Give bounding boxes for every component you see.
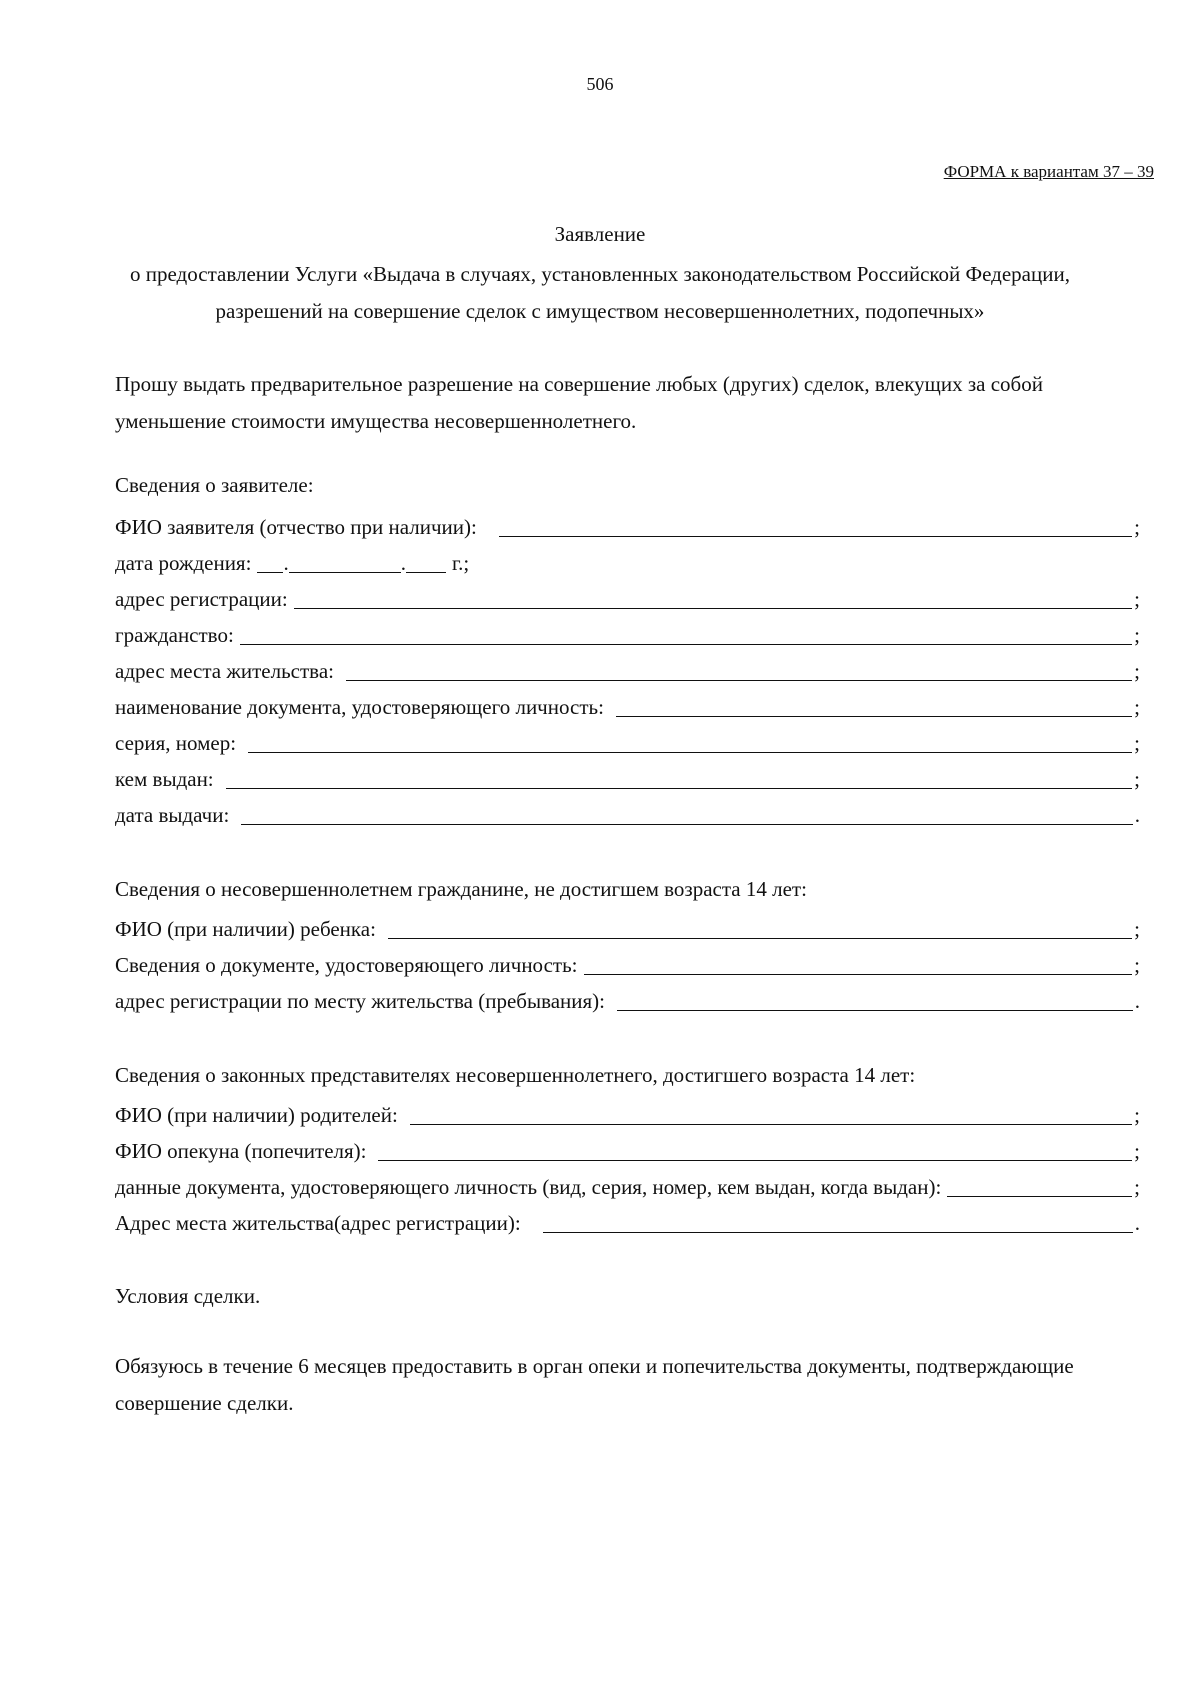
minor-fio-row: ФИО (при наличии) ребенка: ; (115, 917, 1140, 941)
dob-suffix: г.; (451, 551, 470, 575)
document-title: Заявление (554, 222, 646, 246)
dob-month-field[interactable] (289, 550, 401, 573)
minor-doc-row: Сведения о документе, удостоверяющего личность: ; (115, 953, 1140, 977)
minor-address-row: адрес регистрации по месту жительства (пребывания): . (115, 989, 1140, 1013)
applicant-issued-by-label: кем выдан: (115, 767, 214, 791)
representative-doc-label: данные документа, удостоверяющего личность (вид, серия, номер, кем выдан, когда выдан): (115, 1175, 942, 1199)
minor-doc-label: Сведения о документе, удостоверяющего личность: (115, 953, 578, 977)
representative-address-label: Адрес места жительства(адрес регистрации): (115, 1211, 521, 1235)
applicant-citizenship-row: гражданство: ; (115, 623, 1140, 647)
representative-doc-row: данные документа, удостоверяющего личность (вид, серия, номер, кем выдан, когда выдан): ; (115, 1175, 1140, 1199)
applicant-heading: Сведения о заявителе: (115, 473, 314, 497)
dob-day-field[interactable] (257, 550, 283, 573)
applicant-dob-label: дата рождения: (115, 551, 252, 575)
applicant-series-row: серия, номер: ; (115, 731, 1140, 755)
guardian-field[interactable] (378, 1138, 1132, 1161)
applicant-issue-date-row: дата выдачи: . (115, 803, 1140, 827)
minor-address-label: адрес регистрации по месту жительства (пребывания): (115, 989, 606, 1013)
applicant-dob-row: дата рождения: . . г.; (115, 551, 470, 575)
applicant-fio-field[interactable] (499, 514, 1132, 537)
representative-address-field[interactable] (543, 1210, 1133, 1233)
applicant-id-doc-row: наименование документа, удостоверяющего личность: ; (115, 695, 1140, 719)
dob-year-field[interactable] (406, 550, 446, 573)
applicant-id-doc-field[interactable] (616, 694, 1132, 717)
applicant-residence-label: адрес места жительства: (115, 659, 334, 683)
document-subtitle: о предоставлении Услуги «Выдача в случаях, установленных законодательством Российской Федерации, разрешений на совершение сделок с имуществом несовершеннолетних, подопечных» (130, 262, 1070, 323)
minor-fio-field[interactable] (388, 916, 1132, 939)
page-number: 506 (586, 74, 614, 94)
minor-fio-label: ФИО (при наличии) ребенка: (115, 917, 376, 941)
guardian-label: ФИО опекуна (попечителя): (115, 1139, 367, 1163)
applicant-reg-address-row: адрес регистрации: ; (115, 587, 1140, 611)
applicant-residence-row: адрес места жительства: ; (115, 659, 1140, 683)
minor-address-field[interactable] (617, 988, 1133, 1011)
representative-doc-field[interactable] (947, 1174, 1132, 1197)
applicant-fio-row: ФИО заявителя (отчество при наличии): ; (115, 515, 1140, 539)
applicant-issued-by-row: кем выдан: ; (115, 767, 1140, 791)
guardian-row: ФИО опекуна (попечителя): ; (115, 1139, 1140, 1163)
applicant-residence-field[interactable] (346, 658, 1132, 681)
applicant-citizenship-field[interactable] (240, 622, 1132, 645)
pledge-paragraph: Обязуюсь в течение 6 месяцев предоставить в орган опеки и попечительства документы, подтверждающие совершение сделки. (115, 1354, 1074, 1415)
applicant-series-field[interactable] (248, 730, 1132, 753)
applicant-fio-label: ФИО заявителя (отчество при наличии): (115, 515, 477, 539)
applicant-series-label: серия, номер: (115, 731, 237, 755)
representative-address-row: Адрес места жительства(адрес регистрации): . (115, 1211, 1140, 1235)
parents-field[interactable] (410, 1102, 1132, 1125)
applicant-reg-address-field[interactable] (294, 586, 1132, 609)
applicant-id-doc-label: наименование документа, удостоверяющего личность: (115, 695, 604, 719)
applicant-reg-address-label: адрес регистрации: (115, 587, 288, 611)
form-reference: ФОРМА к вариантам 37 – 39 (943, 162, 1154, 181)
deal-terms: Условия сделки. (115, 1284, 261, 1308)
representatives-heading: Сведения о законных представителях несовершеннолетнего, достигшего возраста 14 лет: (115, 1063, 916, 1087)
applicant-issue-date-label: дата выдачи: (115, 803, 230, 827)
minor-doc-field[interactable] (584, 952, 1133, 975)
applicant-issued-by-field[interactable] (226, 766, 1133, 789)
minor-heading: Сведения о несовершеннолетнем гражданине, не достигшем возраста 14 лет: (115, 877, 807, 901)
applicant-issue-date-field[interactable] (241, 802, 1132, 825)
applicant-citizenship-label: гражданство: (115, 623, 234, 647)
parents-label: ФИО (при наличии) родителей: (115, 1103, 398, 1127)
request-paragraph: Прошу выдать предварительное разрешение на совершение любых (других) сделок, влекущих за собой уменьшение стоимости имущества несовершеннолетнего. (115, 372, 1043, 433)
parents-row: ФИО (при наличии) родителей: ; (115, 1103, 1140, 1127)
